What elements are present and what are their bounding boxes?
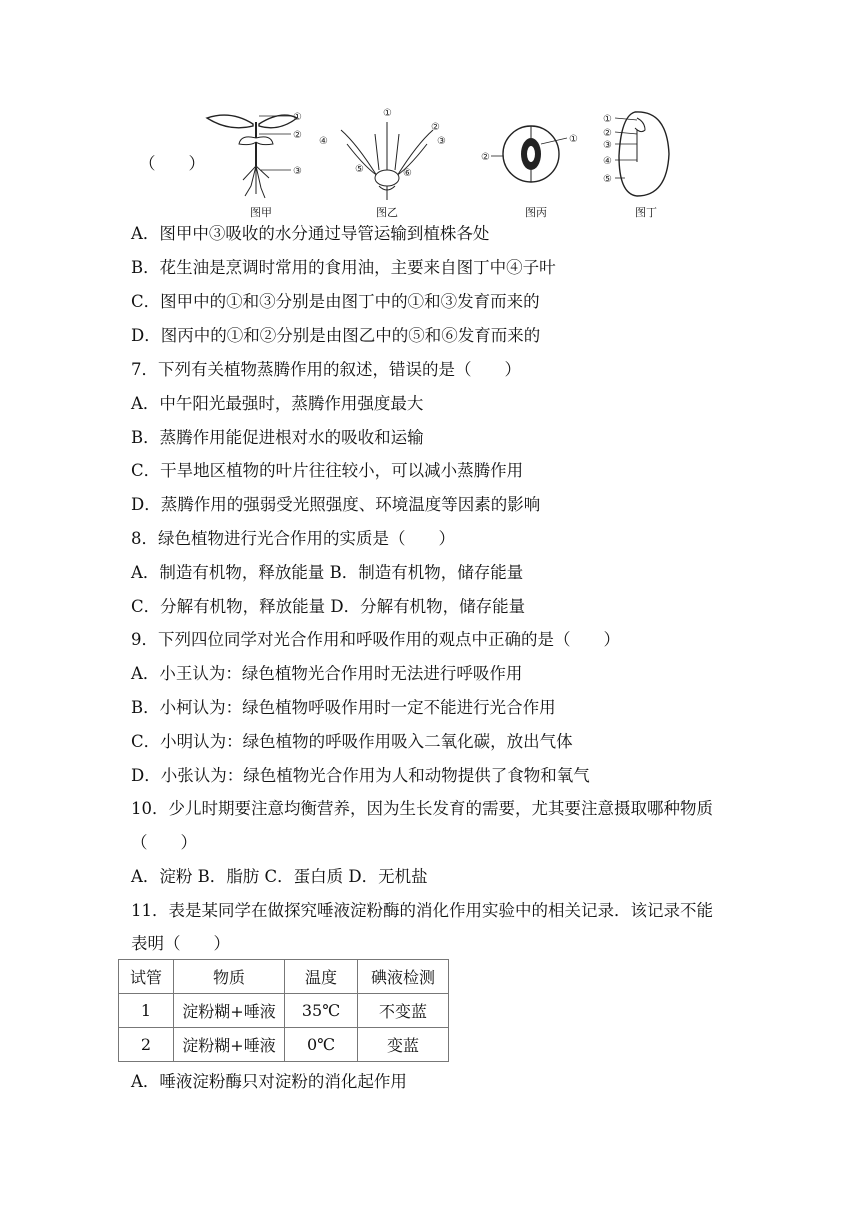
table-cell: 0℃ (285, 1028, 358, 1062)
q6-option-b: B．花生油是烹调时常用的食用油，主要来自图丁中④子叶 (131, 258, 556, 277)
answer-paren: （ ） (139, 154, 205, 173)
table-cell: 2 (119, 1028, 174, 1062)
yi-marker-1: ① (383, 108, 392, 119)
label-jia: 图甲 (250, 206, 272, 219)
bing-marker-1: ① (569, 134, 578, 145)
q7-option-b: B．蒸腾作用能促进根对水的吸收和运输 (131, 428, 424, 447)
seed-drawing (601, 104, 691, 216)
table-cell: 变蓝 (358, 1028, 449, 1062)
label-bing: 图丙 (525, 206, 547, 219)
jia-marker-2: ② (293, 130, 302, 141)
yi-marker-2: ② (431, 122, 440, 133)
q8-options-cd: C．分解有机物，释放能量 D．分解有机物，储存能量 (131, 597, 526, 616)
q6-option-c: C．图甲中的①和③分别是由图丁中的①和③发育而来的 (131, 292, 540, 311)
q7-option-a: A．中午阳光最强时，蒸腾作用强度最大 (131, 394, 424, 413)
header-cell: 物质 (174, 960, 285, 994)
q9-stem: 9．下列四位同学对光合作用和呼吸作用的观点中正确的是（ ） (131, 630, 620, 649)
q7-option-d: D．蒸腾作用的强弱受光照强度、环境温度等因素的影响 (131, 495, 541, 514)
q11-stem-cont: 表明（ ） (131, 934, 230, 953)
table-cell: 淀粉糊+唾液 (174, 1028, 285, 1062)
jia-marker-3: ③ (293, 166, 302, 177)
q9-option-b: B．小柯认为：绿色植物呼吸作用时一定不能进行光合作用 (131, 698, 556, 717)
q11-stem: 11．表是某同学在做探究唾液淀粉酶的消化作用实验中的相关记录．该记录不能 (131, 901, 713, 920)
q9-option-a: A．小王认为：绿色植物光合作用时无法进行呼吸作用 (131, 664, 523, 683)
jia-marker-1: ① (293, 112, 302, 123)
q8-options-ab: A．制造有机物，释放能量 B．制造有机物，储存能量 (131, 563, 524, 582)
q10-stem: 10．少儿时期要注意均衡营养，因为生长发育的需要，尤其要注意摄取哪种物质 (131, 799, 713, 818)
q6-option-a: A．图甲中③吸收的水分通过导管运输到植株各处 (131, 224, 490, 243)
q8-stem: 8．绿色植物进行光合作用的实质是（ ） (131, 529, 455, 548)
figure-jia-seedling (201, 104, 321, 219)
label-yi: 图乙 (376, 206, 398, 219)
ding-marker-5: ⑤ (603, 174, 612, 185)
table-header-row (119, 960, 449, 994)
table-row (119, 994, 449, 1028)
figure-yi-flower (317, 104, 457, 219)
bing-marker-2: ② (481, 152, 490, 163)
ding-marker-4: ④ (603, 156, 612, 167)
yi-marker-6: ⑥ (403, 168, 412, 179)
seedling-drawing (201, 104, 321, 216)
yi-marker-5: ⑤ (355, 164, 364, 175)
fruit-drawing (481, 104, 591, 216)
figure-row (131, 104, 691, 219)
label-ding: 图丁 (635, 206, 657, 219)
yi-marker-3: ③ (437, 136, 446, 147)
experiment-record-table (118, 959, 449, 1062)
table-cell: 不变蓝 (358, 994, 449, 1028)
q9-option-d: D．小张认为：绿色植物光合作用为人和动物提供了食物和氧气 (131, 766, 590, 785)
figure-bing-fruit (481, 104, 591, 219)
yi-marker-4: ④ (319, 136, 328, 147)
ding-marker-3: ③ (603, 140, 612, 151)
q6-option-d: D．图丙中的①和②分别是由图乙中的⑤和⑥发育而来的 (131, 326, 541, 345)
table-cell: 淀粉糊+唾液 (174, 994, 285, 1028)
q9-option-c: C．小明认为：绿色植物的呼吸作用吸入二氧化碳，放出气体 (131, 732, 573, 751)
q7-option-c: C．干旱地区植物的叶片往往较小，可以减小蒸腾作用 (131, 461, 524, 480)
table-cell: 1 (119, 994, 174, 1028)
table-cell: 35℃ (285, 994, 358, 1028)
q10-paren: （ ） (131, 833, 197, 852)
q11-option-a: A．唾液淀粉酶只对淀粉的消化起作用 (131, 1072, 407, 1091)
q10-options: A．淀粉 B．脂肪 C．蛋白质 D．无机盐 (131, 867, 428, 886)
ding-marker-1: ① (603, 114, 612, 125)
header-cell: 碘液检测 (358, 960, 449, 994)
figure-ding-seed (601, 104, 691, 219)
header-cell: 温度 (285, 960, 358, 994)
flower-drawing (317, 104, 457, 216)
q7-stem: 7．下列有关植物蒸腾作用的叙述，错误的是（ ） (131, 360, 521, 379)
ding-marker-2: ② (603, 128, 612, 139)
table-row (119, 1028, 449, 1062)
header-cell: 试管 (119, 960, 174, 994)
